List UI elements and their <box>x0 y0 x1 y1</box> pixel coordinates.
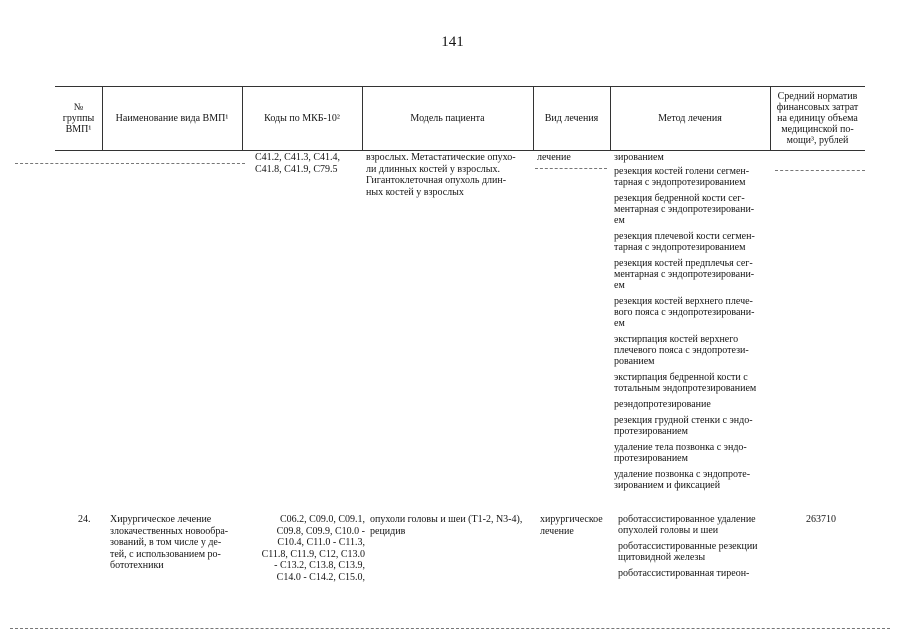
method-item: резекция грудной стенки с эндо- протезированием <box>614 415 753 437</box>
dashed-rule <box>775 170 865 171</box>
patient-model-cell: взрослых. Метастатические опухо- ли длинных костей у взрослых. Гигантоклеточная опухоль длин- ных костей у взрослых <box>366 152 516 198</box>
treatment-method-list <box>614 152 774 496</box>
dashed-rule <box>15 163 245 164</box>
header-bottom-border <box>55 150 865 151</box>
method-item: экстирпация бедренной кости с тотальным эндопротезированием <box>614 372 757 394</box>
treatment-type-cell: хирургическое лечение <box>540 514 603 537</box>
header-treatment-type: Вид лечения <box>544 112 599 124</box>
vmp-name-cell: Хирургическое лечение злокачественных новообра- зований, в том числе у де- тей, с использованием ро- бототехники <box>110 514 229 571</box>
treatment-type-cell: лечение <box>537 152 571 163</box>
row-number: 24. <box>78 514 91 525</box>
method-item: роботассистированная тиреон- <box>618 568 750 579</box>
method-item: резекция костей предплечья сег- ментарная с эндопротезировани- ем <box>614 258 755 291</box>
dashed-rule <box>10 628 890 629</box>
method-item: удаление тела позвонка с эндо- протезированием <box>614 442 747 464</box>
method-item: резекция плечевой кости сегмен- тарная с эндопротезированием <box>614 231 755 253</box>
average-norm-value: 263710 <box>806 514 836 525</box>
header-icd-codes: Коды по МКБ-10² <box>264 112 340 124</box>
header-average-norm: Средний норматив финансовых затрат на единицу объема медицинской по- мощи³, рублей <box>776 90 859 146</box>
icd-codes-cell: C41.2, C41.3, C41.4, C41.8, C41.9, C79.5 <box>255 152 341 175</box>
header-vmp-name: Наименование вида ВМП¹ <box>115 112 229 124</box>
page-number: 141 <box>441 34 464 50</box>
method-item: резекция бедренной кости сег- ментарная с эндопротезировани- ем <box>614 193 755 226</box>
method-item: роботассистированные резекции щитовидной железы <box>618 541 758 563</box>
method-item: роботассистированное удаление опухолей головы и шеи <box>618 514 756 536</box>
treatment-method-list <box>618 514 778 584</box>
dashed-rule <box>535 168 607 169</box>
method-item: резекция костей голени сегмен- тарная с эндопротезированием <box>614 166 750 188</box>
method-item: зированием <box>614 152 664 163</box>
patient-model-cell: опухоли головы и шеи (T1-2, N3-4), рецидив <box>370 514 523 537</box>
method-item: экстирпация костей верхнего плечевого пояса с эндопротези- рованием <box>614 334 749 367</box>
method-item: удаление позвонка с эндопроте- зированием и фиксацией <box>614 469 751 491</box>
method-item: резекция костей верхнего плече- вого пояса с эндопротезировани- ем <box>614 296 755 329</box>
header-group-number: № группы ВМП¹ <box>62 101 95 135</box>
method-item: реэндопротезирование <box>614 399 711 410</box>
header-patient-model: Модель пациента <box>410 112 485 124</box>
header-treatment-method: Метод лечения <box>658 112 722 124</box>
icd-codes-cell: C06.2, C09.0, C09.1, C09.8, C09.9, C10.0 - C10.4, C11.0 - C11.3, C11.8, C11.9, C12, C13.0 - C13.2, C13.8, C13.9, C14.0 - C14.2, C15.0, <box>261 514 365 583</box>
